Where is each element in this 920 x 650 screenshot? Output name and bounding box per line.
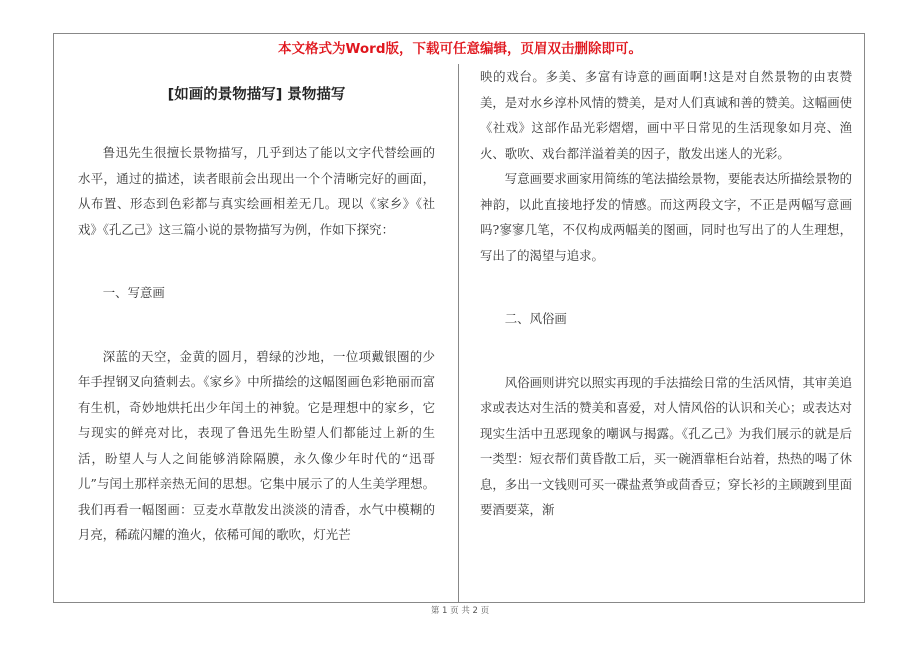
right-column bbox=[480, 64, 852, 523]
section-heading-xieyi: 一、写意画 bbox=[102, 285, 165, 300]
body-paragraph: 写意画要求画家用简练的笔法描绘景物，要能表达所描绘景物的神韵，以此直接地抒发的情感。而这两段文字，不正是两幅写意画吗?寥寥几笔，不仅构成两幅美的图画，同时也写出了的人生理想，写出了的渴望与追求。 bbox=[480, 171, 852, 263]
intro-paragraph: 鲁迅先生很擅长景物描写，几乎到达了能以文字代替绘画的水平，通过的描述，读者眼前会出现出一个个清晰完好的画面，从布置、形态到色彩都与真实绘画相差无几。现以《家乡》《社戏》《孔乙己》这三篇小说的景物描写为例，作如下探究： bbox=[78, 145, 435, 237]
article-title: [如画的景物描写] 景物描写 bbox=[167, 87, 346, 103]
header-banner: 本文格式为Word版，下载可任意编辑，页眉双击删除即可。 bbox=[277, 41, 642, 57]
left-column bbox=[78, 64, 435, 548]
column-divider bbox=[458, 64, 459, 602]
page-number: 第 1 页 共 2 页 bbox=[430, 606, 490, 616]
body-paragraph: 风俗画则讲究以照实再现的手法描绘日常的生活风情，其审美追求或表达对生活的赞美和喜爱，对人情风俗的认识和关心；或表达对现实生活中丑恶现象的嘲讽与揭露。《孔乙己》为我们展示的就是后一类型：短衣帮们黄昏散工后，买一碗酒靠柜台站着，热热的喝了休息，多出一文钱则可买一碟盐煮笋或茴香豆；穿长衫的主顾踱到里面要酒要菜，渐 bbox=[480, 374, 852, 517]
body-paragraph: 深蓝的天空，金黄的圆月，碧绿的沙地，一位项戴银圈的少年手捏钢叉向猹刺去。《家乡》中所描绘的这幅图画色彩艳丽而富有生机，奇妙地烘托出少年闰土的神貌。它是理想中的家乡，它与现实的鲜亮对比，表现了鲁迅先生盼望人们都能过上新的生活，盼望人与人之间能够消除隔膜，永久像少年时代的“迅哥儿”与闰土那样亲热无间的思想。它集中展示了的人生美学理想。我们再看一幅图画：豆麦水草散发出淡淡的清香，水气中模糊的月亮，稀疏闪耀的渔火，依稀可闻的歌吹，灯光芒 bbox=[78, 348, 435, 542]
section-heading-fengsu: 二、风俗画 bbox=[504, 311, 567, 326]
body-paragraph: 映的戏台。多美、多富有诗意的画面啊!这是对自然景物的由衷赞美，是对水乡淳朴风情的赞美，是对人们真诚和善的赞美。这幅画使《社戏》这部作品光彩熠熠，画中平日常见的生活现象如月亮、渔火、歌吹、戏台都洋溢着美的因子，散发出迷人的光彩。 bbox=[480, 69, 852, 161]
